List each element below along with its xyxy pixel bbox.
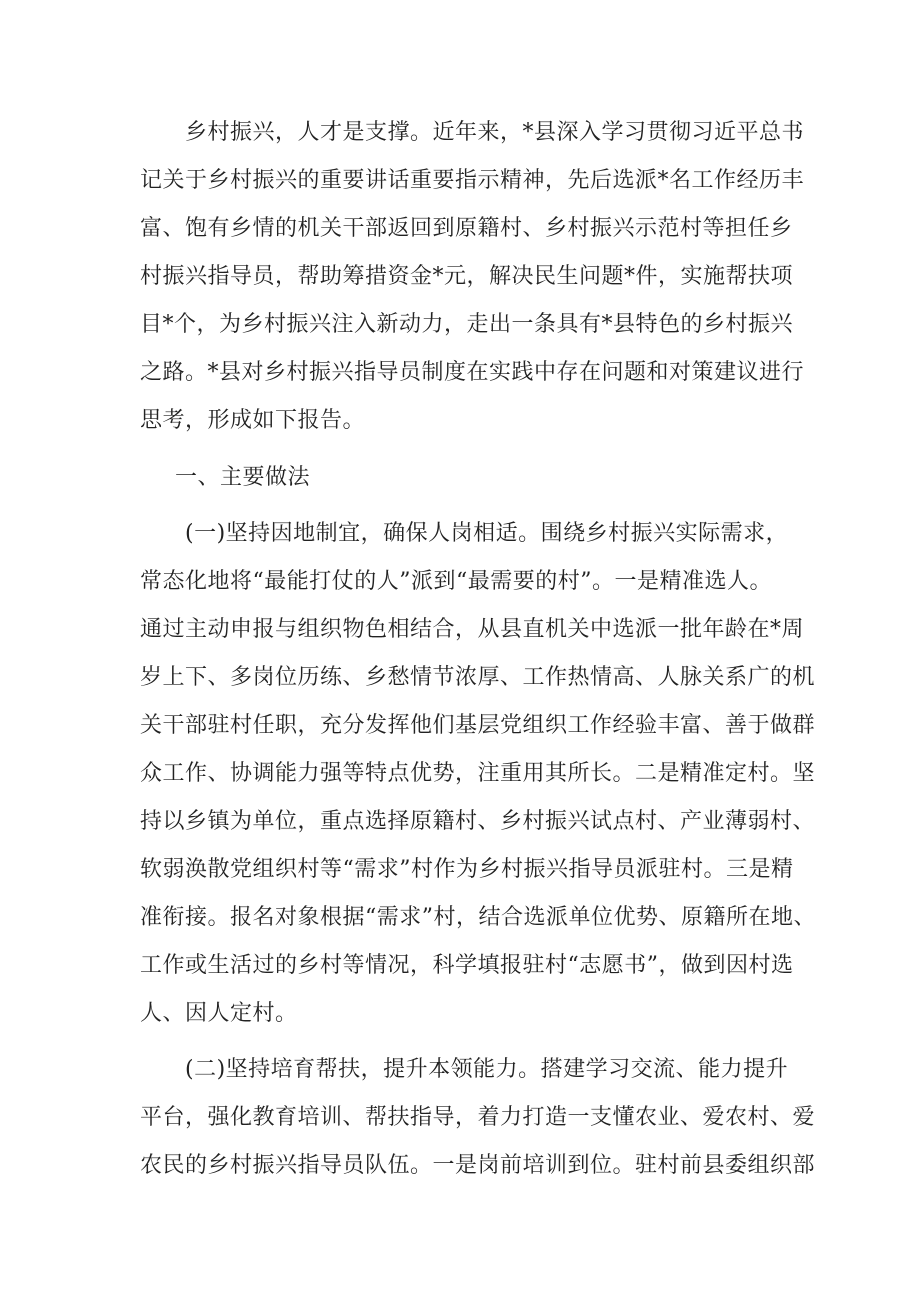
paragraph-2-line-3: 通过主动申报与组织物色相结合，从县直机关中选派一批年龄在*周 xyxy=(140,617,805,642)
paragraph-2-line-2: 常态化地将“最能打仗的人”派到“最需要的村”。一是精准选人。 xyxy=(140,569,772,594)
paragraph-2-line-11: 人、因人定村。 xyxy=(140,1001,298,1026)
paragraph-2-line-7: 持以乡镇为单位，重点选择原籍村、乡村振兴试点村、产业薄弱村、 xyxy=(140,809,816,834)
paragraph-3-line-1: (二)坚持培育帮扶，提升本领能力。搭建学习交流、能力提升 xyxy=(185,1057,789,1082)
section-heading-1: 一、主要做法 xyxy=(175,465,311,490)
paragraph-3-line-3: 农民的乡村振兴指导员队伍。一是岗前培训到位。驻村前县委组织部 xyxy=(140,1153,816,1178)
paragraph-2-line-10: 工作或生活过的乡村等情况，科学填报驻村“志愿书”，做到因村选 xyxy=(140,953,794,978)
paragraph-2-line-8: 软弱涣散党组织村等“需求”村作为乡村振兴指导员派驻村。三是精 xyxy=(140,857,794,882)
paragraph-1-line-5: 目*个，为乡村振兴注入新动力，走出一条具有*县特色的乡村振兴 xyxy=(140,312,794,337)
paragraph-1-line-7: 思考，形成如下报告。 xyxy=(140,408,366,433)
paragraph-1-line-6: 之路。*县对乡村振兴指导员制度在实践中存在问题和对策建议进行 xyxy=(140,360,805,385)
paragraph-2-line-5: 关干部驻村任职，充分发挥他们基层党组织工作经验丰富、善于做群 xyxy=(140,713,816,738)
paragraph-2-line-1: (一)坚持因地制宜，确保人岗相适。围绕乡村振兴实际需求， xyxy=(185,521,789,546)
paragraph-1-line-4: 村振兴指导员，帮助筹措资金*元，解决民生问题*件，实施帮扶项 xyxy=(140,264,794,289)
paragraph-1-line-2: 记关于乡村振兴的重要讲话重要指示精神，先后选派*名工作经历丰 xyxy=(140,168,805,193)
paragraph-1-line-1: 乡村振兴，人才是支撑。近年来，*县深入学习贯彻习近平总书 xyxy=(185,120,805,145)
paragraph-2-line-4: 岁上下、多岗位历练、乡愁情节浓厚、工作热情高、人脉关系广的机 xyxy=(140,665,816,690)
paragraph-2-line-9: 准衔接。报名对象根据“需求”村，结合选派单位优势、原籍所在地、 xyxy=(140,905,816,930)
paragraph-2-line-6: 众工作、协调能力强等特点优势，注重用其所长。二是精准定村。坚 xyxy=(140,761,816,786)
paragraph-3-line-2: 平台，强化教育培训、帮扶指导，着力打造一支懂农业、爱农村、爱 xyxy=(140,1105,816,1130)
paragraph-1-line-3: 富、饱有乡情的机关干部返回到原籍村、乡村振兴示范村等担任乡 xyxy=(140,216,793,241)
